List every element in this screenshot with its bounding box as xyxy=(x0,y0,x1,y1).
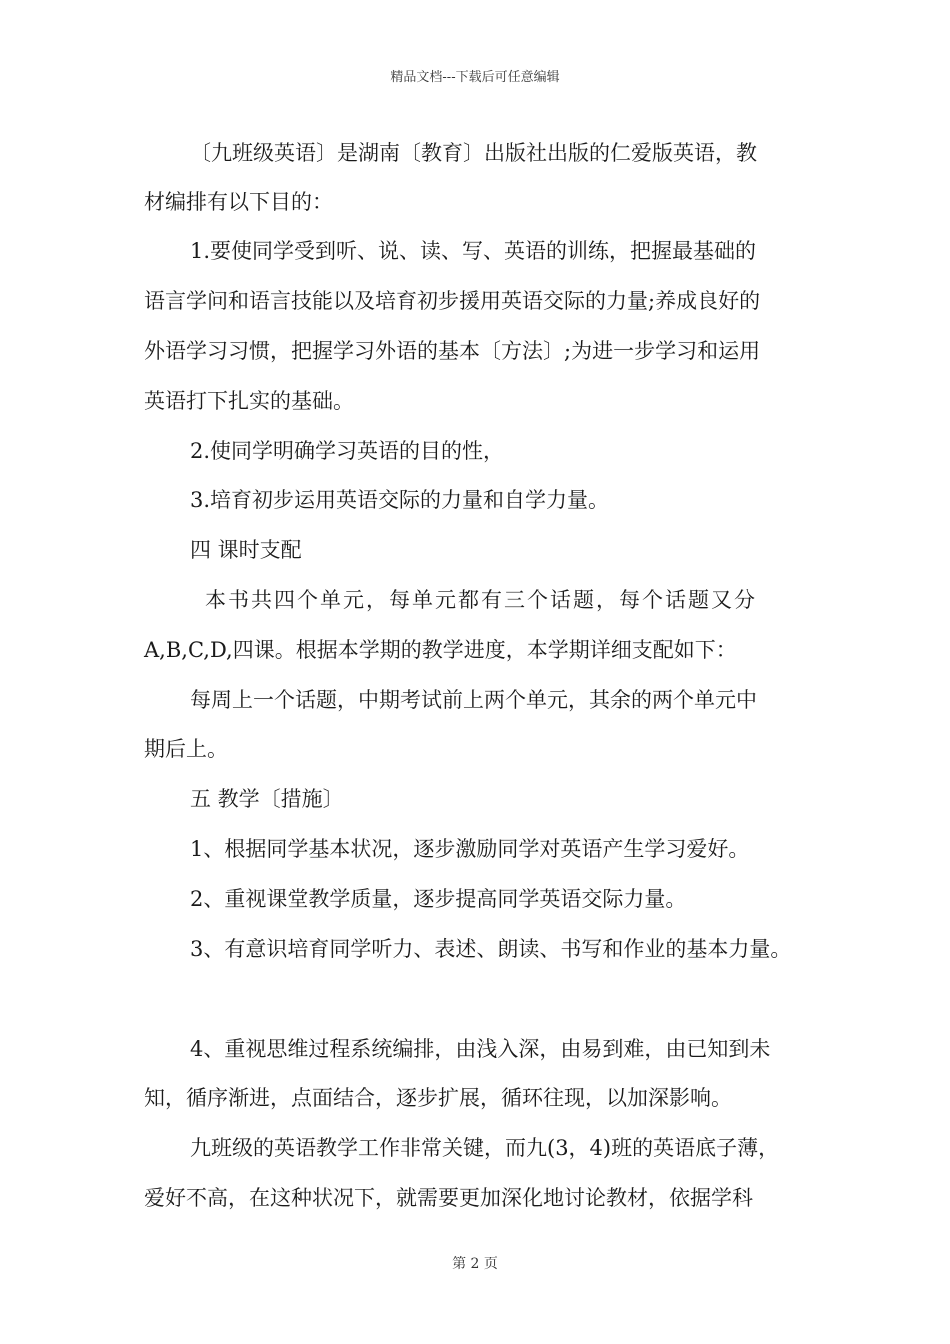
text-line: 外语学习习惯，把握学习外语的基本〔方法〕;为进一步学习和运用 xyxy=(144,339,761,363)
text-line: 知，循序渐进，点面结合，逐步扩展，循环往现，以加深影响。 xyxy=(144,1086,732,1110)
text-line: 每周上一个话题，中期考试前上两个单元，其余的两个单元中 xyxy=(190,688,757,712)
text-line: 〔九班级英语〕是湖南〔教育〕出版社出版的仁爱版英语，教 xyxy=(190,141,757,165)
text-line: 2.使同学明确学习英语的目的性， xyxy=(190,439,505,463)
text-line: 爱好不高，在这种状况下，就需要更加深化地讨论教材，依据学科 xyxy=(144,1186,753,1210)
text-line: 4、重视思维过程系统编排，由浅入深，由易到难，由已知到未 xyxy=(190,1037,771,1061)
text-line: 1、根据同学基本状况，逐步激励同学对英语产生学习爱好。 xyxy=(190,837,750,861)
text-line: 本书共四个单元，每单元都有三个话题，每个话题又分 xyxy=(205,588,757,612)
text-line: A,B,C,D,四课。根据本学期的教学进度，本学期详细支配如下： xyxy=(144,638,737,662)
text-line: 期后上。 xyxy=(144,737,228,761)
section-heading: 四 课时支配 xyxy=(190,538,302,562)
section-heading: 五 教学〔措施〕 xyxy=(190,787,344,811)
text-line: 材编排有以下目的： xyxy=(144,190,333,214)
text-line: 3.培育初步运用英语交际的力量和自学力量。 xyxy=(190,488,610,512)
page-number: 第 2 页 xyxy=(452,1256,498,1272)
text-line: 语言学问和语言技能以及培育初步援用英语交际的力量;养成良好的 xyxy=(144,289,761,313)
text-line: 英语打下扎实的基础。 xyxy=(144,389,354,413)
text-line: 1.要使同学受到听、说、读、写、英语的训练，把握最基础的 xyxy=(190,239,757,263)
page-header: 精品文档---下载后可任意编辑 xyxy=(390,70,560,85)
text-line: 3、有意识培育同学听力、表述、朗读、书写和作业的基本力量。 xyxy=(190,937,792,961)
text-line: 九班级的英语教学工作非常关键，而九(3，4)班的英语底子薄， xyxy=(190,1136,780,1160)
text-line: 2、重视课堂教学质量，逐步提高同学英语交际力量。 xyxy=(190,887,687,911)
